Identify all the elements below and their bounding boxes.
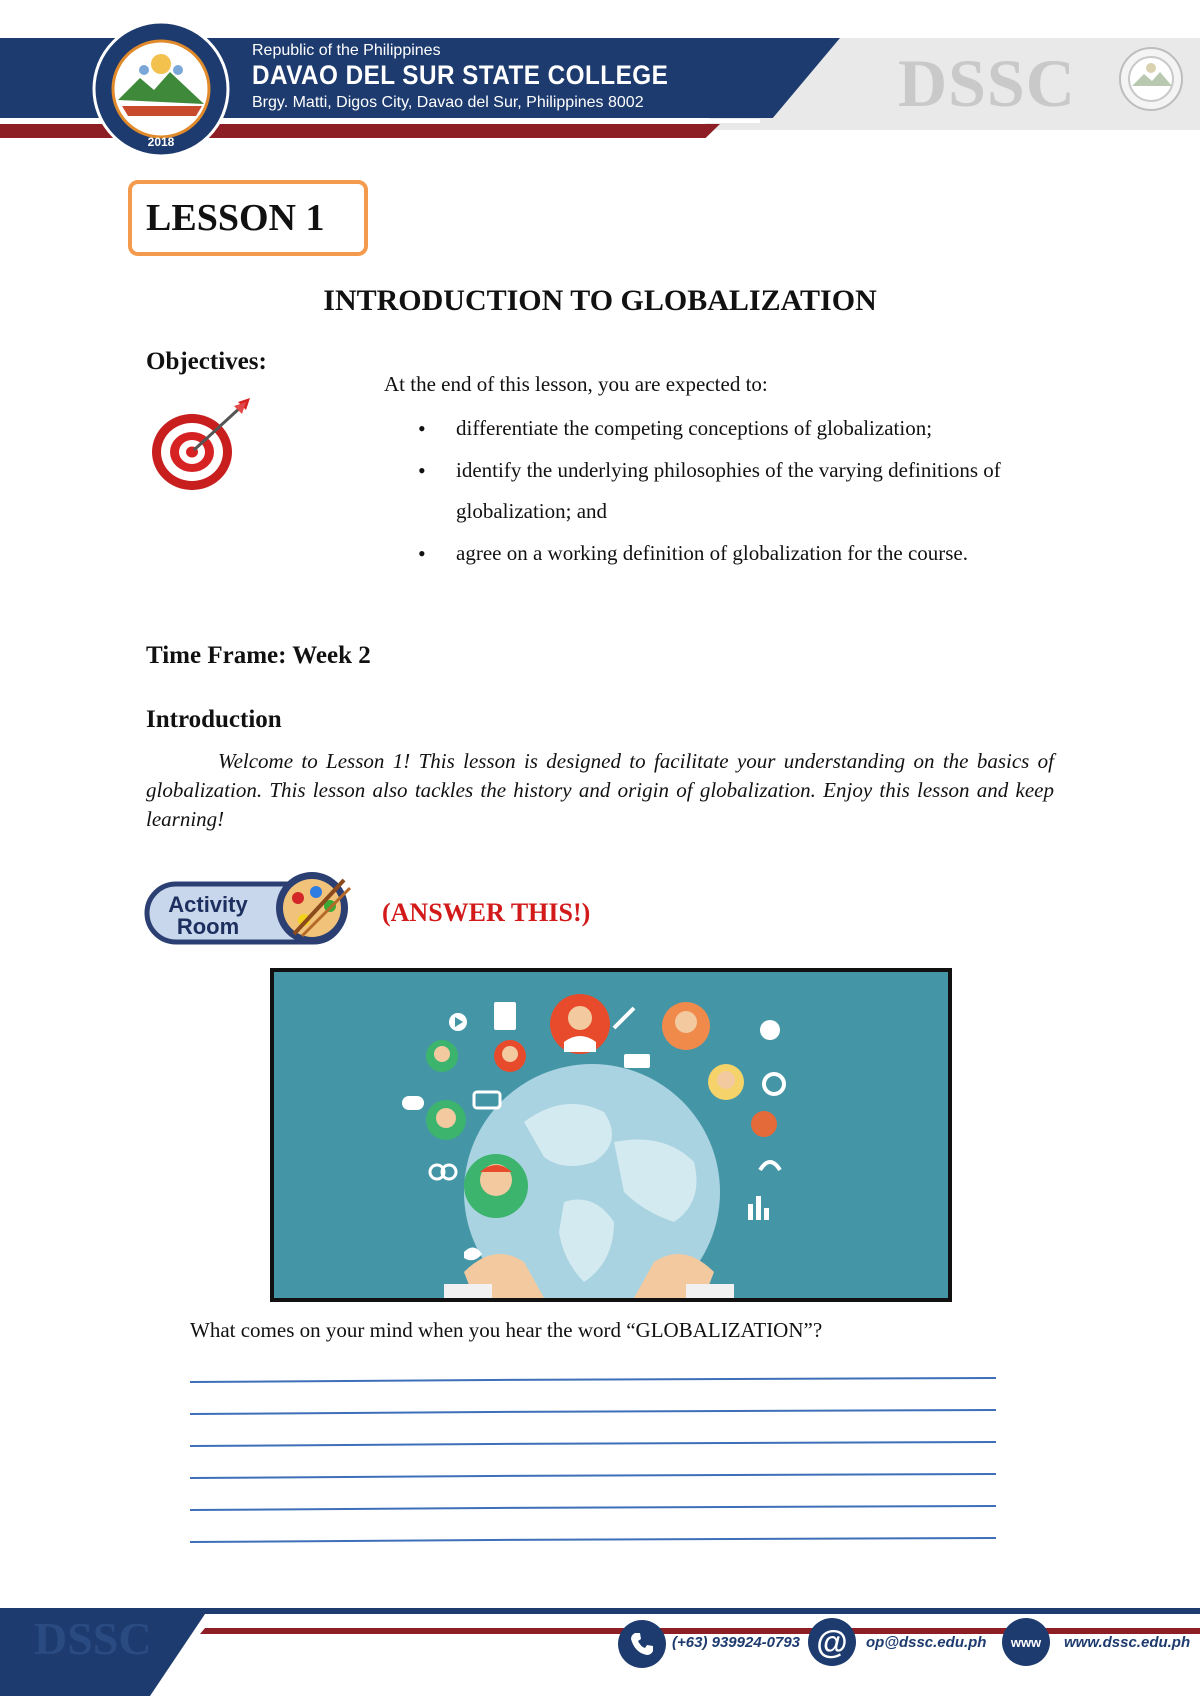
- person-icon: [751, 1111, 777, 1137]
- answer-line[interactable]: [190, 1442, 996, 1446]
- objective-item: • differentiate the competing conceptions of globalization;: [418, 408, 1038, 450]
- header-college-name: DAVAO DEL SUR STATE COLLEGE: [252, 60, 669, 90]
- phone-icon: [618, 1620, 666, 1668]
- document-icon: [494, 1002, 516, 1030]
- at-icon: @: [808, 1618, 856, 1666]
- answer-line[interactable]: [190, 1378, 996, 1382]
- footer-email[interactable]: op@dssc.edu.ph: [866, 1634, 987, 1651]
- footer-website[interactable]: www.dssc.edu.ph: [1064, 1634, 1191, 1651]
- objectives-heading: Objectives:: [146, 348, 267, 375]
- objectives-list: [418, 408, 1038, 574]
- lightbulb-icon: [760, 1020, 780, 1040]
- objective-item: • identify the underlying philosophies of the varying definitions of globalization; and: [418, 450, 1038, 533]
- header-seal-icon: [1118, 46, 1184, 112]
- globalization-illustration: [270, 968, 952, 1302]
- header-address: Brgy. Matti, Digos City, Davao del Sur, Philippines 8002: [252, 94, 644, 111]
- activity-room-badge: [144, 868, 366, 948]
- card-icon: [624, 1054, 650, 1068]
- activity-badge-line2: Room: [176, 914, 240, 939]
- seal-year: 2018: [147, 135, 175, 149]
- time-frame: Time Frame: Week 2: [146, 642, 371, 669]
- answer-line[interactable]: [190, 1538, 996, 1542]
- objective-item: • agree on a working definition of globalization for the course.: [418, 533, 1038, 575]
- chat-icon: [402, 1096, 424, 1110]
- introduction-text: Welcome to Lesson 1! This lesson is designed to facilitate your understanding on the basics of globalization. This lesson also tackles the history and origin of globalization. Enjoy this lesson and keep learning!: [146, 749, 1054, 831]
- bar-chart-icon: [748, 1204, 753, 1220]
- footer-dssc-watermark: DSSC: [34, 1613, 152, 1664]
- header-republic: Republic of the Philippines: [252, 42, 441, 59]
- activity-question: What comes on your mind when you hear the word “GLOBALIZATION”?: [190, 1318, 823, 1342]
- answer-prompt: (ANSWER THIS!): [382, 898, 591, 927]
- objectives-intro: At the end of this lesson, you are expected to:: [384, 372, 768, 396]
- footer-phone: (+63) 939924-0793: [672, 1634, 801, 1651]
- introduction-heading: Introduction: [146, 706, 282, 733]
- target-icon: [146, 396, 256, 492]
- answer-line[interactable]: [190, 1506, 996, 1510]
- activity-badge-line1: Activity: [168, 892, 248, 917]
- lesson-label: LESSON 1: [146, 197, 325, 239]
- lesson-title: INTRODUCTION TO GLOBALIZATION: [323, 284, 877, 317]
- header-dssc-watermark: DSSC: [898, 45, 1076, 121]
- answer-lines[interactable]: [190, 1370, 996, 1575]
- www-icon: www: [1002, 1618, 1050, 1666]
- college-logo: [92, 20, 230, 158]
- answer-line[interactable]: [190, 1410, 996, 1414]
- answer-line[interactable]: [190, 1474, 996, 1478]
